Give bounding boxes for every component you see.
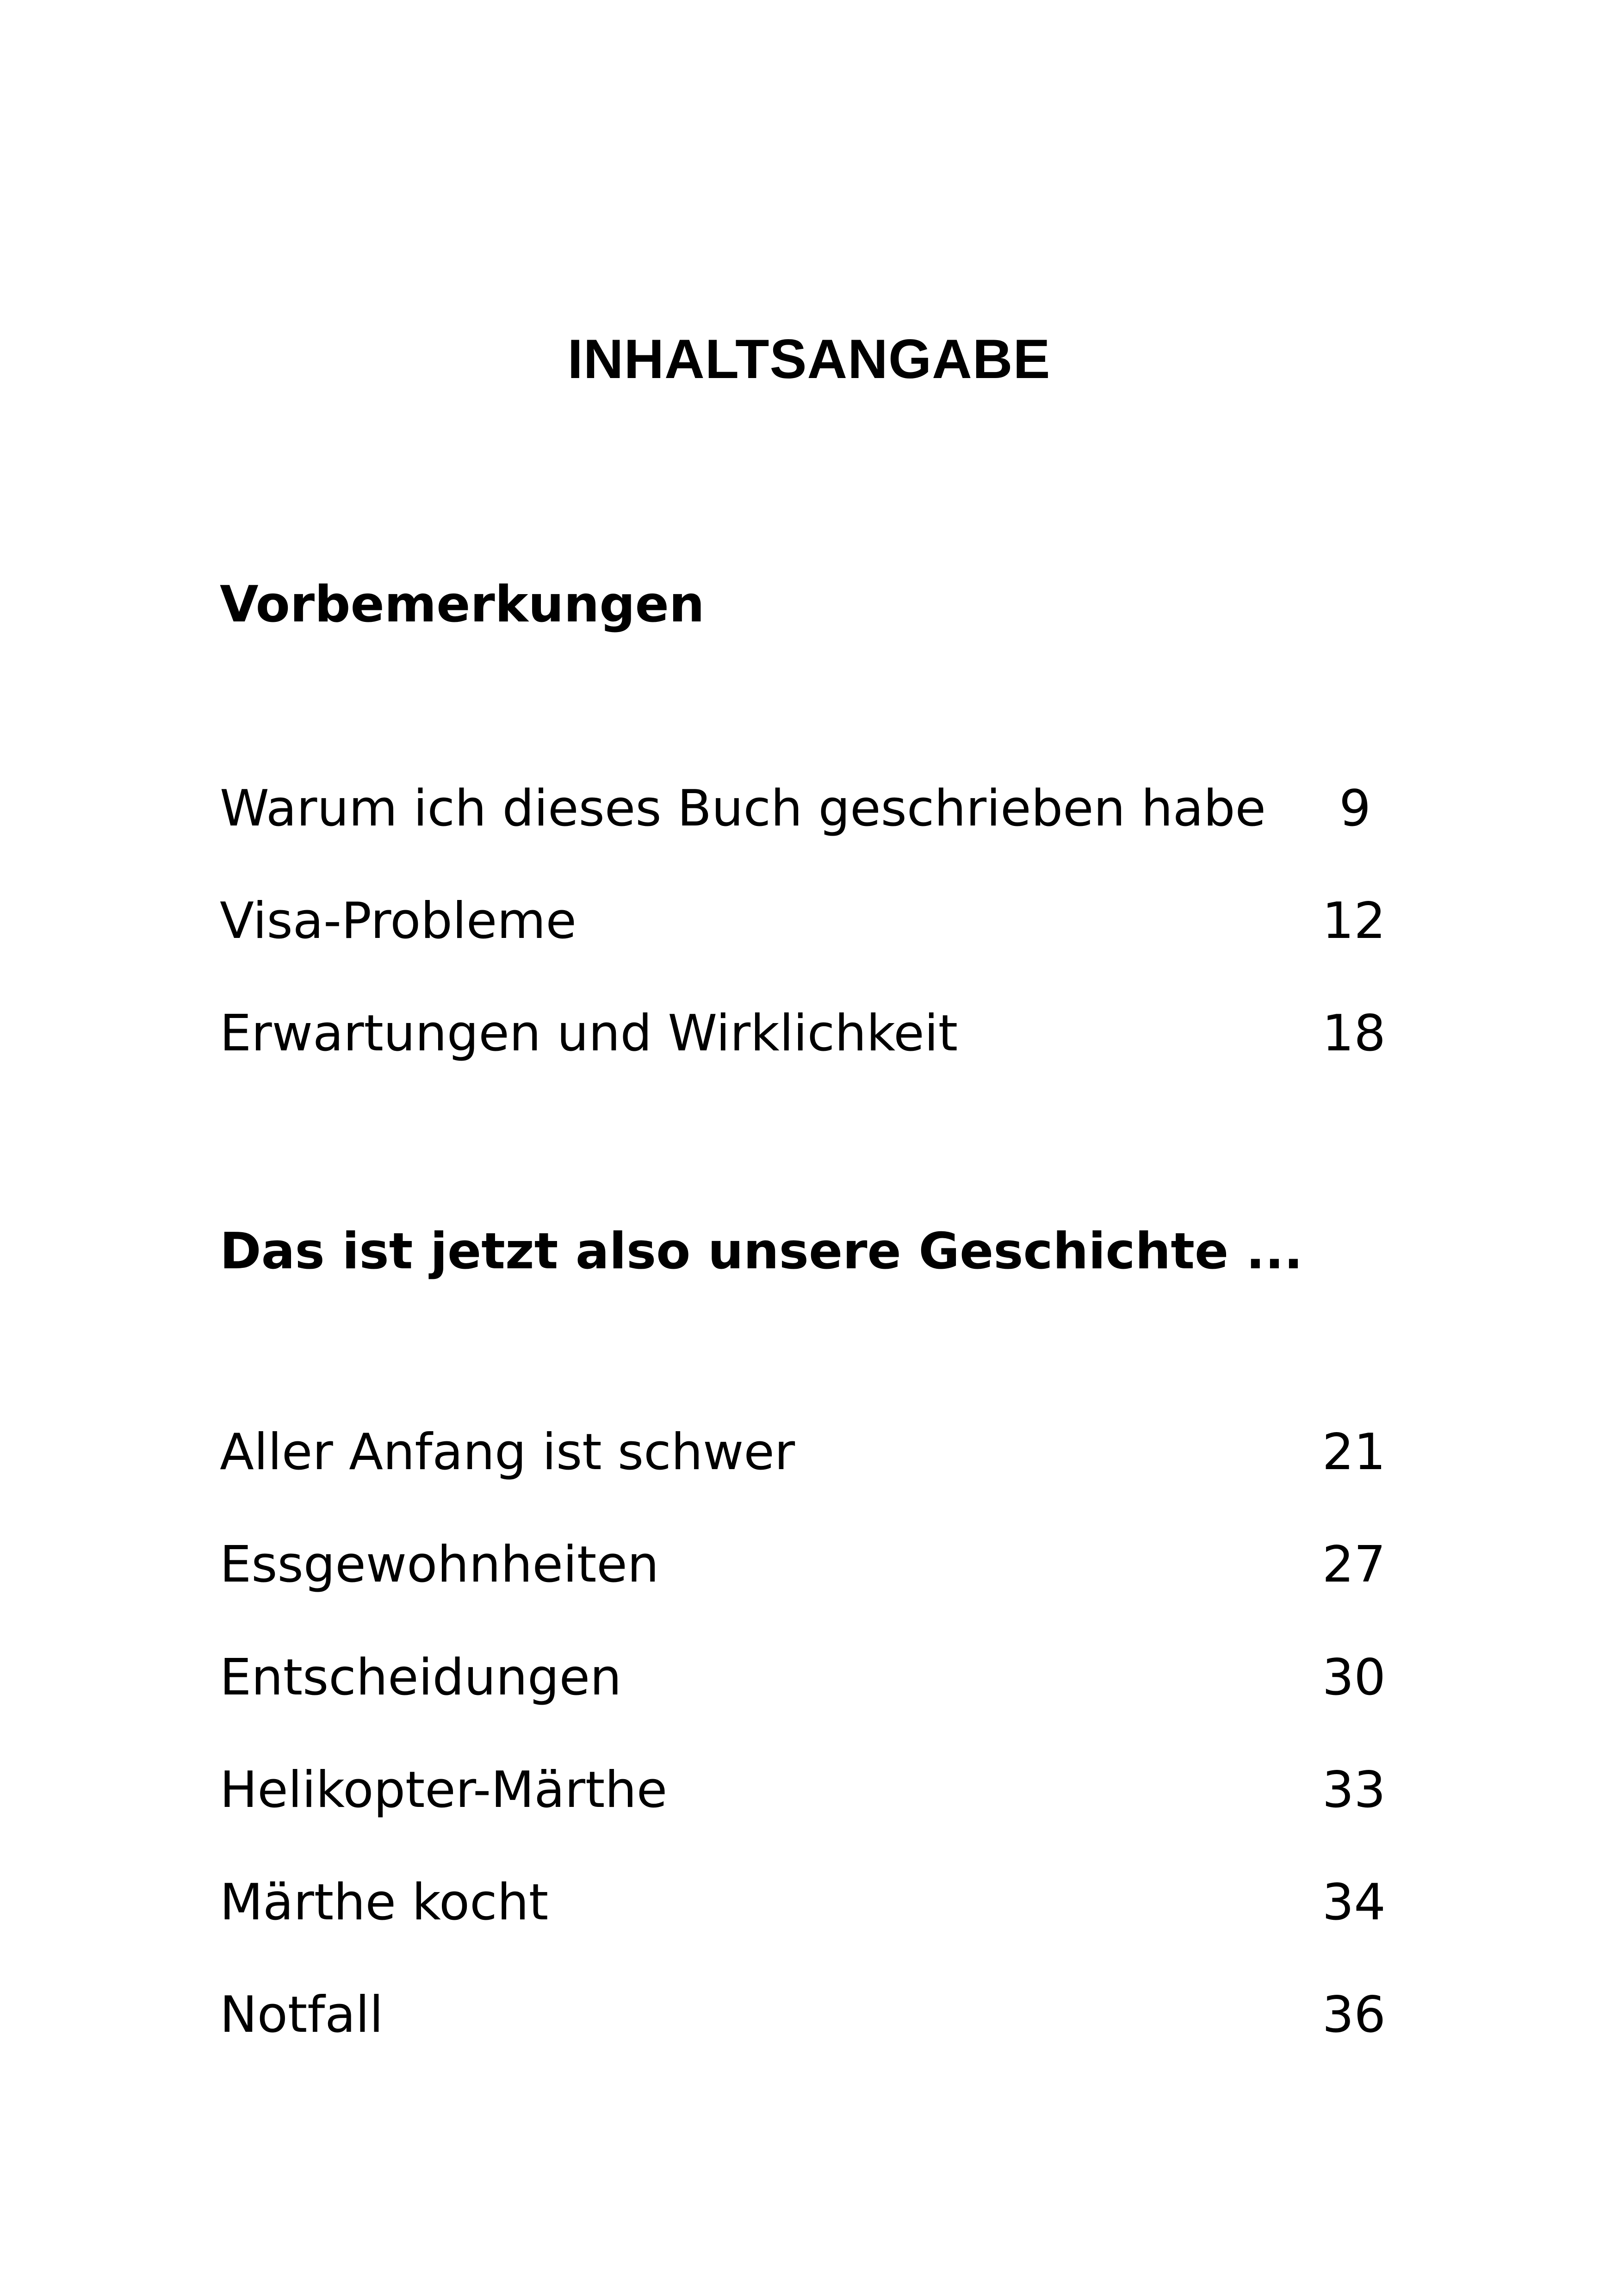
section-heading-vorbemerkungen: Vorbemerkungen xyxy=(220,576,705,633)
toc-entry xyxy=(220,1868,1386,1937)
toc-entry xyxy=(220,1530,1386,1600)
toc-entry-page: 9 xyxy=(1339,780,1371,838)
toc-entry-title: Warum ich dieses Buch geschrieben habe xyxy=(220,780,1266,838)
toc-entry xyxy=(220,774,1386,844)
toc-entry-title: Entscheidungen xyxy=(220,1649,622,1706)
toc-entry-page: 30 xyxy=(1322,1649,1386,1706)
toc-entry xyxy=(220,1643,1386,1713)
toc-entry-page: 12 xyxy=(1322,892,1386,950)
toc-entry-title: Notfall xyxy=(220,1986,384,2044)
toc-entry-title: Helikopter-Märthe xyxy=(220,1761,668,1819)
toc-entry-title: Visa-Probleme xyxy=(220,892,577,950)
toc-entry-page: 33 xyxy=(1322,1761,1386,1819)
toc-entry xyxy=(220,1418,1386,1487)
toc-entry-page: 18 xyxy=(1322,1005,1386,1062)
toc-entry xyxy=(220,999,1386,1068)
toc-entry-page: 34 xyxy=(1322,1874,1386,1931)
toc-entry xyxy=(220,887,1386,956)
toc-entry-page: 21 xyxy=(1322,1423,1386,1481)
toc-entry-page: 27 xyxy=(1322,1536,1386,1594)
toc-entry-title: Märthe kocht xyxy=(220,1874,549,1931)
toc-entry-page: 36 xyxy=(1322,1986,1386,2044)
section-heading-geschichte: Das ist jetzt also unsere Geschichte ... xyxy=(220,1222,1303,1280)
toc-entry-title: Erwartungen und Wirklichkeit xyxy=(220,1005,958,1062)
toc-entry-title: Aller Anfang ist schwer xyxy=(220,1423,795,1481)
toc-entry-title: Essgewohnheiten xyxy=(220,1536,659,1594)
toc-entry xyxy=(220,1756,1386,1825)
toc-entry xyxy=(220,1980,1386,2050)
page-title: INHALTSANGABE xyxy=(567,328,1051,390)
